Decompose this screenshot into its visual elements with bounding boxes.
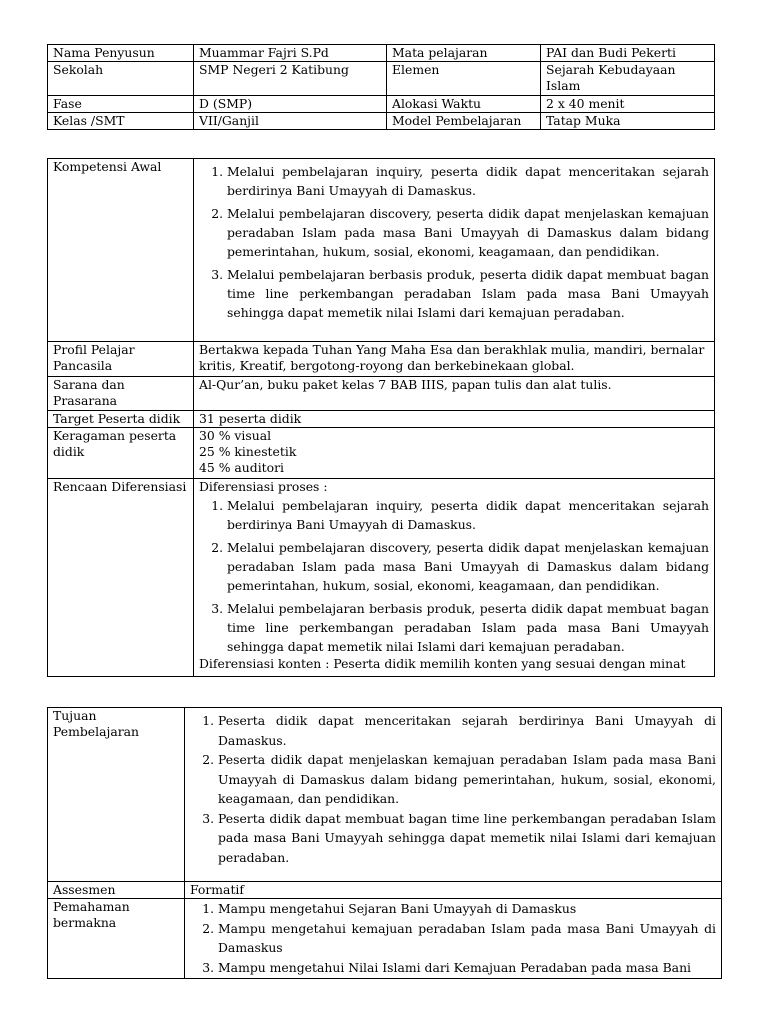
list-item: 1. Mampu mengetahui Sejaran Bani Umayyah di Damaskus — [218, 899, 716, 919]
rencana-cell — [194, 479, 715, 677]
table-cell: VII/Ganjil — [194, 113, 387, 130]
table-cell: PAI dan Budi Pekerti — [541, 45, 715, 62]
profil-label: Profil Pelajar Pancasila — [48, 342, 194, 377]
tujuan-list — [190, 711, 716, 867]
table-cell: Sejarah Kebudayaan Islam — [541, 62, 715, 96]
profil-value: Bertakwa kepada Tuhan Yang Maha Esa dan berakhlak mulia, mandiri, bernalar kritis, Kreatif, bergotong-royong dan berkebinekaan global. — [194, 342, 715, 377]
tujuan-cell — [185, 708, 722, 882]
table-row — [48, 411, 715, 428]
asesmen-label: Assesmen — [48, 882, 185, 899]
keragaman-kinestetik: 25 % kinestetik — [199, 444, 297, 459]
asesmen-value: Formatif — [185, 882, 722, 899]
table-row — [48, 428, 715, 479]
table-row — [48, 882, 722, 899]
list-item: 2. Peserta didik dapat menjelaskan kemajuan peradaban Islam pada masa Bani Umayyah di Damaskus dalam bidang pemerintahan, hukum, sosial, ekonomi, keagamaan, dan pendidikan. — [218, 750, 716, 809]
rencana-list — [199, 496, 709, 656]
table-cell: Elemen — [387, 62, 541, 96]
table-cell: Alokasi Waktu — [387, 96, 541, 113]
table-row — [48, 899, 722, 979]
table-cell: Fase — [48, 96, 194, 113]
keragaman-label: Keragaman peserta didik — [48, 428, 194, 479]
table-row — [48, 342, 715, 377]
identity-rows — [48, 45, 715, 130]
table-cell: Kelas /SMT — [48, 113, 194, 130]
main-table — [47, 158, 715, 677]
table-row — [48, 96, 715, 113]
target-label: Target Peserta didik — [48, 411, 194, 428]
table-row — [48, 377, 715, 411]
rencana-label: Rencaan Diferensiasi — [48, 479, 194, 677]
pemahaman-cell — [185, 899, 722, 979]
table-cell: Mata pelajaran — [387, 45, 541, 62]
pemahaman-label: Pemahaman bermakna — [48, 899, 185, 979]
list-item: 1. Melalui pembelajaran inquiry, peserta didik dapat menceritakan sejarah berdirinya Bani Umayyah di Damaskus. — [227, 496, 709, 534]
table-cell: Model Pembelajaran — [387, 113, 541, 130]
keragaman-cell — [194, 428, 715, 479]
sarana-label: Sarana dan Prasarana — [48, 377, 194, 411]
table-row — [48, 479, 715, 677]
tujuan-label: Tujuan Pembelajaran — [48, 708, 185, 882]
list-item: 2. Mampu mengetahui kemajuan peradaban Islam pada masa Bani Umayyah di Damaskus — [218, 919, 716, 958]
kompetensi-label: Kompetensi Awal — [48, 159, 194, 342]
rencana-proses: Diferensiasi proses : — [199, 479, 328, 494]
list-item: 3. Mampu mengetahui Nilai Islami dari Kemajuan Peradaban pada masa Bani — [218, 958, 716, 978]
list-item: 2. Melalui pembelajaran discovery, peserta didik dapat menjelaskan kemajuan peradaban Islam pada masa Bani Umayyah di Damaskus dalam bidang pemerintahan, hukum, sosial, ekonomi, keagamaan, dan pendidikan. — [227, 538, 709, 595]
kompetensi-list — [199, 162, 709, 322]
list-item: 3. Peserta didik dapat membuat bagan time line perkembangan peradaban Islam pada masa Bani Umayyah sehingga dapat memetik nilai Islami dari kemajuan peradaban. — [218, 809, 716, 868]
table-row — [48, 62, 715, 96]
sarana-value: Al-Qur’an, buku paket kelas 7 BAB IIIS, papan tulis dan alat tulis. — [194, 377, 715, 411]
table-cell: D (SMP) — [194, 96, 387, 113]
list-item: 1. Melalui pembelajaran inquiry, peserta didik dapat menceritakan sejarah berdirinya Bani Umayyah di Damaskus. — [227, 162, 709, 200]
goals-table — [47, 707, 722, 979]
table-row — [48, 45, 715, 62]
list-item: 3. Melalui pembelajaran berbasis produk, peserta didik dapat membuat bagan time line perkembangan peradaban Islam pada masa Bani Umayyah sehingga dapat memetik nilai Islami dari kemajuan peradaban. — [227, 599, 709, 656]
list-item: 3. Melalui pembelajaran berbasis produk, peserta didik dapat membuat bagan time line perkembangan peradaban Islam pada masa Bani Umayyah sehingga dapat memetik nilai Islami dari kemajuan peradaban. — [227, 265, 709, 322]
table-row — [48, 708, 722, 882]
identity-table — [47, 44, 715, 130]
target-value: 31 peserta didik — [194, 411, 715, 428]
table-cell: 2 x 40 menit — [541, 96, 715, 113]
table-cell: Muammar Fajri S.Pd — [194, 45, 387, 62]
table-cell: Tatap Muka — [541, 113, 715, 130]
list-item: 2. Melalui pembelajaran discovery, peserta didik dapat menjelaskan kemajuan peradaban Islam pada masa Bani Umayyah di Damaskus dalam bidang pemerintahan, hukum, sosial, ekonomi, keagamaan, dan pendidikan. — [227, 204, 709, 261]
keragaman-visual: 30 % visual — [199, 428, 272, 443]
table-row — [48, 159, 715, 342]
keragaman-auditori: 45 % auditori — [199, 460, 285, 475]
table-row — [48, 113, 715, 130]
table-cell: SMP Negeri 2 Katibung — [194, 62, 387, 96]
list-item: 1. Peserta didik dapat menceritakan sejarah berdirinya Bani Umayyah di Damaskus. — [218, 711, 716, 750]
kompetensi-cell — [194, 159, 715, 342]
table-cell: Nama Penyusun — [48, 45, 194, 62]
rencana-konten: Diferensiasi konten : Peserta didik memilih konten yang sesuai dengan minat — [199, 656, 686, 671]
pemahaman-list — [190, 899, 716, 977]
table-cell: Sekolah — [48, 62, 194, 96]
